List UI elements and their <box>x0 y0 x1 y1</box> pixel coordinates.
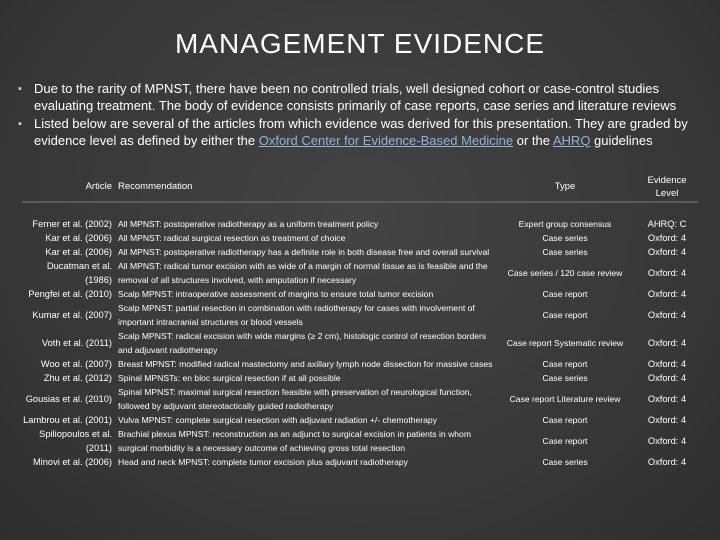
cell-article: Kumar et al. (2007) <box>32 310 112 320</box>
cell-recommendation: Brachial plexus MPNST: reconstruction as an adjunct to surgical excision in patients in whom surgical morbidity is a necessary outcome of achieving gross total resection <box>118 429 471 453</box>
cell-level: Oxford: 4 <box>647 415 687 425</box>
cell-level: Oxford: 4 <box>647 359 687 369</box>
table-row <box>22 245 698 259</box>
cell-article: Minovi et al. (2006) <box>32 457 112 467</box>
table-row <box>22 259 698 287</box>
table-row <box>22 301 698 329</box>
cell-level: Oxford: 4 <box>647 436 687 446</box>
cell-recommendation: Spinal MPNST: maximal surgical resection feasible with preservation of neurological function, followed by adjuvant stereotactically guided radiotherapy <box>118 387 472 411</box>
cell-level: AHRQ: C <box>647 219 687 229</box>
bullet-list <box>8 81 708 151</box>
table-row <box>22 371 698 385</box>
cell-type: Case report <box>542 436 588 446</box>
cell-recommendation: Scalp MPNST: intraoperative assessment of margins to ensure total tumor excision <box>118 289 434 299</box>
table-row <box>22 413 698 427</box>
cell-level: Oxford: 4 <box>647 310 687 320</box>
bullet-1-text: Due to the rarity of MPNST, there have been no controlled trials, well designed cohort or case-control studies evaluating treatment. The body of evidence consists primarily of case reports, case series and literature reviews <box>34 81 677 113</box>
table-row <box>22 427 698 455</box>
header-evidence-level: Evidence Level <box>647 174 687 199</box>
cell-recommendation: Scalp MPNST: radical excision with wide margins (≥ 2 cm), histologic control of resection borders and adjuvant radiotherapy <box>118 331 487 355</box>
cell-article: Woo et al. (2007) <box>40 359 112 369</box>
cell-type: Case report <box>542 289 588 299</box>
table-row <box>22 385 698 413</box>
table-row <box>22 357 698 371</box>
cell-recommendation: Vulva MPNST: complete surgical resection with adjuvant radiation +/- chemotherapy <box>118 415 437 425</box>
bullet-1 <box>8 81 708 114</box>
cell-type: Case series <box>542 373 588 383</box>
header-recommendation: Recommendation <box>118 180 193 192</box>
cell-article: Ferner et al. (2002) <box>32 219 112 229</box>
cell-level: Oxford: 4 <box>647 394 687 404</box>
table-row <box>22 455 698 469</box>
cell-level: Oxford: 4 <box>647 457 687 467</box>
cell-type: Case series <box>542 247 588 257</box>
cell-type: Case report <box>542 310 588 320</box>
cell-article: Voth et al. (2011) <box>41 338 112 348</box>
bullet-marker: ▪ <box>18 118 22 130</box>
cell-type: Expert group consensus <box>518 219 612 229</box>
cell-level: Oxford: 4 <box>647 289 687 299</box>
bullet-marker: ▪ <box>18 83 22 95</box>
evidence-table <box>22 172 698 469</box>
bullet-2 <box>8 116 708 149</box>
cell-recommendation: Spinal MPNSTs: en bloc surgical resection if at all possible <box>118 373 341 383</box>
cell-article: Pengfei et al. (2010) <box>28 289 112 299</box>
slide-title: MANAGEMENT EVIDENCE <box>174 28 546 59</box>
header-type: Type <box>554 180 576 192</box>
cell-recommendation: All MPNST: postoperative radiotherapy as a uniform treatment policy <box>118 219 379 229</box>
cell-recommendation: Scalp MPNST: partial resection in combination with radiotherapy for cases with involvement of important intracranial structures or blood vessels <box>118 303 475 327</box>
table-row <box>22 231 698 245</box>
cell-recommendation: All MPNST: postoperative radiotherapy has a definite role in both disease free and overall survival <box>118 247 490 257</box>
cell-type: Case report <box>542 359 588 369</box>
oxford-cebm-link[interactable]: Oxford Center for Evidence-Based Medicine <box>258 132 514 148</box>
cell-article: Spiliopoulos et al. (2011) <box>39 429 112 453</box>
cell-type: Case report Systematic review <box>506 338 624 348</box>
cell-recommendation: Head and neck MPNST: complete tumor excision plus adjuvant radiotherapy <box>118 457 408 467</box>
cell-recommendation: Breast MPNST: modified radical mastectomy and axillary lymph node dissection for massive cases <box>118 359 493 369</box>
ahrq-link[interactable]: AHRQ <box>552 132 591 148</box>
bullet-2-text-after: guidelines <box>590 132 653 148</box>
bullet-2-text-before: Listed below are several of the articles from which evidence was derived for this presentation. They are graded by evidence level as defined by either the <box>34 116 688 148</box>
cell-article: Kar et al. (2006) <box>45 247 112 257</box>
cell-level: Oxford: 4 <box>647 338 687 348</box>
cell-recommendation: All MPNST: radical surgical resection as treatment of choice <box>118 233 346 243</box>
cell-type: Case series / 120 case review <box>507 268 623 278</box>
cell-level: Oxford: 4 <box>647 247 687 257</box>
cell-type: Case series <box>542 457 588 467</box>
cell-level: Oxford: 4 <box>647 233 687 243</box>
cell-article: Kar et al. (2006) <box>45 233 112 243</box>
cell-level: Oxford: 4 <box>647 268 687 278</box>
cell-article: Gousias et al. (2010) <box>25 394 112 404</box>
cell-article: Zhu et al. (2012) <box>43 373 112 383</box>
cell-recommendation: All MPNST: radical tumor excision with as wide of a margin of normal tissue as is feasible and the removal of all structures involved, with amputation if necessary <box>118 261 488 285</box>
table-spacer <box>22 202 698 217</box>
cell-level: Oxford: 4 <box>647 373 687 383</box>
table-row <box>22 287 698 301</box>
table-row <box>22 329 698 357</box>
cell-type: Case report <box>542 415 588 425</box>
table-row <box>22 217 698 231</box>
header-article: Article <box>85 180 112 192</box>
cell-article: Ducatman et al. (1986) <box>46 261 112 285</box>
cell-type: Case report Literature review <box>509 394 621 404</box>
cell-type: Case series <box>542 233 588 243</box>
table-header-row <box>22 172 698 202</box>
cell-article: Lambrou et al. (2001) <box>23 415 112 425</box>
bullet-2-text-middle: or the <box>513 132 553 148</box>
